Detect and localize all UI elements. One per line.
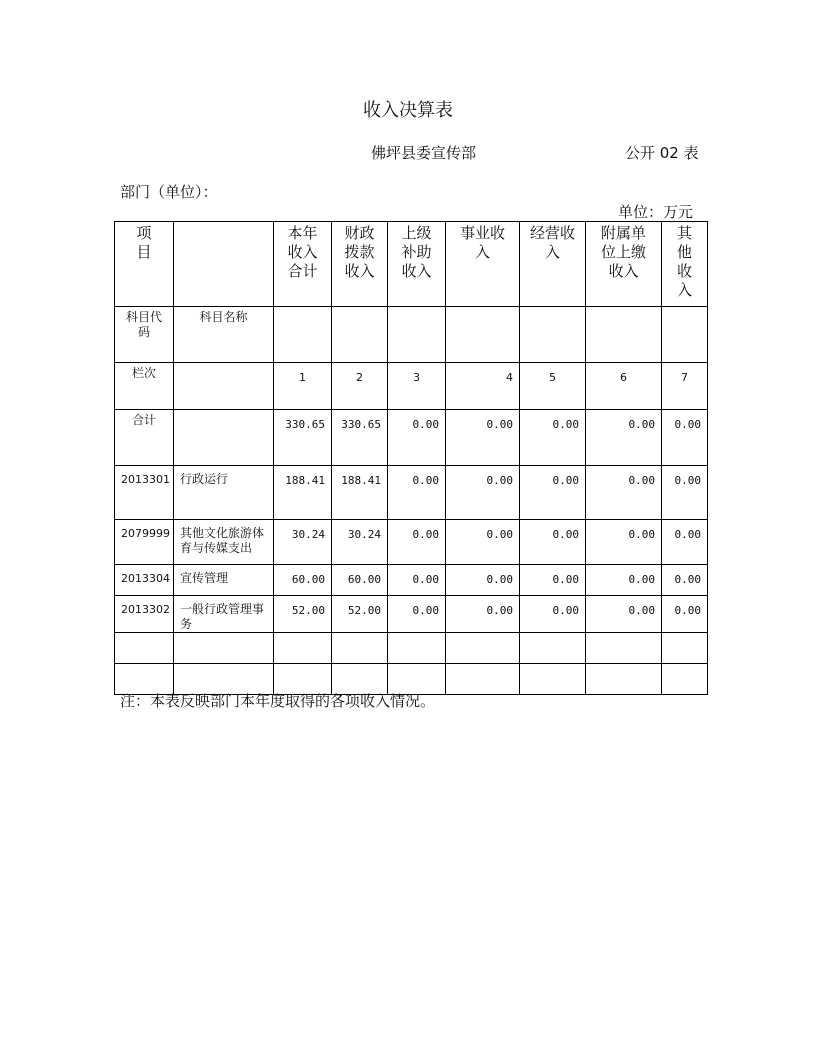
table-cell-value: 0.00 (586, 410, 662, 466)
department-label: 部门（单位）： (120, 183, 218, 201)
empty-cell (586, 307, 662, 363)
empty-cell (388, 633, 446, 664)
table-cell-value: 0.00 (388, 520, 446, 565)
empty-cell (520, 307, 586, 363)
subject-name: 其他文化旅游体 育与传媒支出 (174, 520, 274, 565)
table-cell-value: 52.00 (332, 596, 388, 633)
table-cell-value: 0.00 (520, 596, 586, 633)
empty-cell (586, 633, 662, 664)
column-number-label: 栏次 (115, 363, 174, 410)
total-label: 合计 (115, 410, 174, 466)
empty-cell (274, 307, 332, 363)
table-row (115, 565, 708, 596)
table-row (115, 466, 708, 520)
table-cell-value: 0.00 (662, 596, 708, 633)
form-number: 公开 02 表 (625, 144, 699, 162)
column-number: 5 (520, 363, 586, 410)
table-cell-value: 0.00 (520, 410, 586, 466)
table-cell-value: 0.00 (662, 466, 708, 520)
table-cell-value: 60.00 (332, 565, 388, 596)
header-superior-subsidy: 上级 补助 收入 (388, 222, 446, 307)
subject-name: 行政运行 (174, 466, 274, 520)
header-business-income: 事业收 入 (446, 222, 520, 307)
column-number: 6 (586, 363, 662, 410)
table-cell-value: 0.00 (662, 565, 708, 596)
column-number: 4 (446, 363, 520, 410)
table-cell-value: 30.24 (332, 520, 388, 565)
table-cell-value: 188.41 (332, 466, 388, 520)
header-blank (174, 222, 274, 307)
empty-cell (274, 633, 332, 664)
header-item: 项 目 (115, 222, 174, 307)
empty-cell (174, 363, 274, 410)
empty-cell (586, 664, 662, 695)
table-cell-value: 0.00 (586, 596, 662, 633)
total-row (115, 410, 708, 466)
table-cell-value: 0.00 (446, 520, 520, 565)
table-cell-value: 0.00 (388, 466, 446, 520)
empty-cell (174, 410, 274, 466)
subheader-code: 科目代 码 (115, 307, 174, 363)
table-cell-value: 60.00 (274, 565, 332, 596)
empty-cell (388, 307, 446, 363)
table-cell-value: 330.65 (274, 410, 332, 466)
table-cell-value: 0.00 (586, 466, 662, 520)
subject-code: 2013302 (115, 596, 174, 633)
column-number-row (115, 363, 708, 410)
header-operating-income: 经营收 入 (520, 222, 586, 307)
empty-cell (332, 307, 388, 363)
column-number: 2 (332, 363, 388, 410)
empty-cell (446, 633, 520, 664)
page-title: 收入决算表 (363, 100, 453, 121)
table-cell-value: 0.00 (662, 520, 708, 565)
empty-cell (174, 633, 274, 664)
empty-cell (115, 633, 174, 664)
subheader-row (115, 307, 708, 363)
table-cell-value: 0.00 (520, 520, 586, 565)
footnote: 注：本表反映部门本年度取得的各项收入情况。 (120, 692, 436, 710)
empty-cell (662, 307, 708, 363)
table-cell-value: 0.00 (586, 520, 662, 565)
table-cell-value: 0.00 (388, 596, 446, 633)
table-cell-value: 0.00 (446, 596, 520, 633)
empty-cell (332, 633, 388, 664)
table-cell-value: 0.00 (388, 565, 446, 596)
subject-code: 2079999 (115, 520, 174, 565)
table-cell-value: 0.00 (446, 410, 520, 466)
unit-label: 单位：万元 (618, 203, 694, 221)
table-cell-value: 0.00 (388, 410, 446, 466)
organization-name: 佛坪县委宣传部 (371, 144, 477, 162)
subject-code: 2013301 (115, 466, 174, 520)
subject-code: 2013304 (115, 565, 174, 596)
subject-name: 一般行政管理事 务 (174, 596, 274, 633)
table-cell-value: 188.41 (274, 466, 332, 520)
header-row (115, 222, 708, 307)
header-fiscal-income: 财政 拨款 收入 (332, 222, 388, 307)
empty-cell (520, 633, 586, 664)
column-number: 3 (388, 363, 446, 410)
table-cell-value: 0.00 (520, 466, 586, 520)
table-cell-value: 0.00 (662, 410, 708, 466)
table-row (115, 520, 708, 565)
subject-name: 宣传管理 (174, 565, 274, 596)
empty-cell (662, 664, 708, 695)
column-number: 1 (274, 363, 332, 410)
subheader-name: 科目名称 (174, 307, 274, 363)
table-cell-value: 52.00 (274, 596, 332, 633)
empty-cell (446, 307, 520, 363)
empty-row (115, 633, 708, 664)
header-other-income: 其 他 收 入 (662, 222, 708, 307)
header-affiliate-income: 附属单 位上缴 收入 (586, 222, 662, 307)
table-cell-value: 0.00 (586, 565, 662, 596)
empty-cell (520, 664, 586, 695)
table-cell-value: 0.00 (446, 466, 520, 520)
empty-cell (662, 633, 708, 664)
table-cell-value: 30.24 (274, 520, 332, 565)
table-cell-value: 0.00 (446, 565, 520, 596)
column-number: 7 (662, 363, 708, 410)
table-cell-value: 0.00 (520, 565, 586, 596)
income-table (114, 221, 708, 695)
empty-cell (446, 664, 520, 695)
header-total-income: 本年 收入 合计 (274, 222, 332, 307)
table-row (115, 596, 708, 633)
table-cell-value: 330.65 (332, 410, 388, 466)
